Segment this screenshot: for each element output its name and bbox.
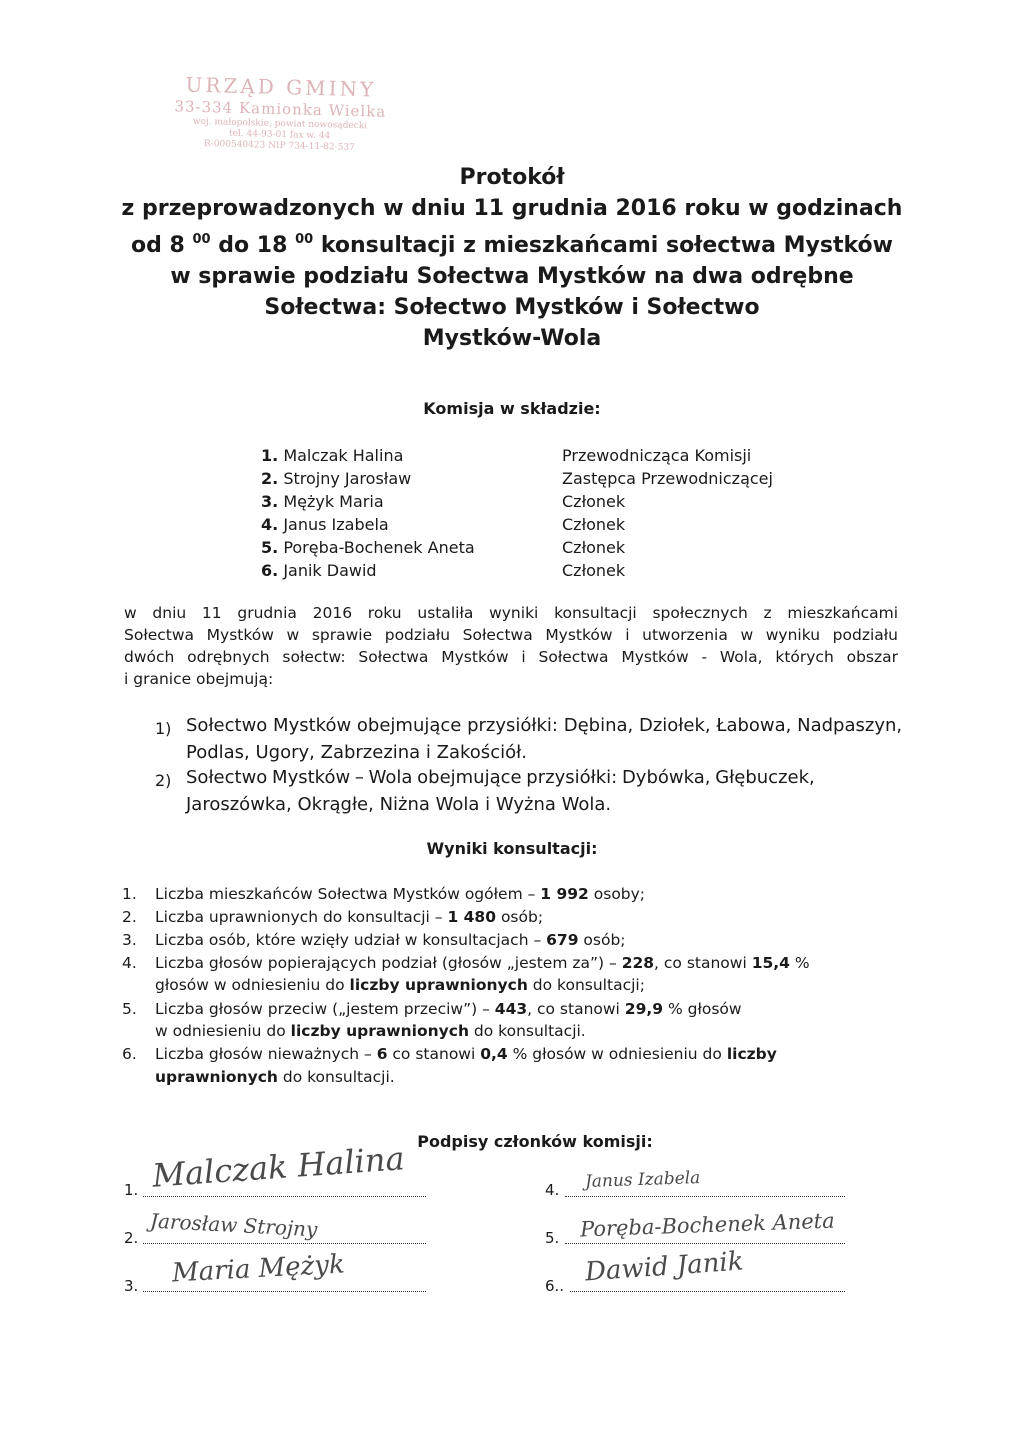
member-name: 4. Janus Izabela bbox=[261, 515, 389, 534]
header-line: od 8 $^{00}$ do 18 $^{00}$ konsultacji z mieszkańcami sołectwa Mystków bbox=[131, 232, 893, 258]
list-number: 5. bbox=[122, 1000, 137, 1018]
signature: Dawid Janik bbox=[584, 1246, 745, 1288]
member-name: 5. Poręba-Bochenek Aneta bbox=[261, 538, 475, 557]
list-number: 1) bbox=[155, 719, 172, 738]
area-line: Sołectwo Mystków – Wola obejmujące przysiółki: Dybówka, Głębuczek, bbox=[186, 767, 815, 788]
member-name: 1. Malczak Halina bbox=[261, 446, 404, 465]
document-title: Protokół bbox=[459, 165, 565, 190]
signature-line bbox=[143, 1291, 426, 1292]
member-name: 2. Strojny Jarosław bbox=[261, 469, 412, 488]
signature-line bbox=[143, 1243, 426, 1244]
member-role: Zastępca Przewodniczącej bbox=[562, 469, 773, 488]
document-header bbox=[100, 163, 924, 354]
office-stamp bbox=[154, 72, 406, 174]
signature-number: 6.. bbox=[545, 1277, 565, 1295]
signature-line bbox=[565, 1196, 845, 1197]
area-line: Sołectwo Mystków obejmujące przysiółki: Dębina, Dziołek, Łabowa, Nadpaszyn, bbox=[186, 715, 903, 736]
result-line: Liczba uprawnionych do konsultacji – 1 480 osób; bbox=[155, 908, 544, 926]
stamp-line: 33-334 Kamionka Wielka bbox=[174, 97, 387, 121]
member-role: Członek bbox=[562, 561, 626, 580]
result-line: w odniesieniu do liczby uprawnionych do konsultacji. bbox=[155, 1022, 586, 1040]
result-line: głosów w odniesieniu do liczby uprawnionych do konsultacji; bbox=[155, 976, 645, 994]
list-number: 1. bbox=[122, 885, 137, 903]
paragraph-line: w dniu 11 grudnia 2016 roku ustaliła wyniki konsultacji społecznych z mieszkańcami bbox=[124, 604, 898, 622]
header-line: Mystków-Wola bbox=[422, 326, 602, 351]
member-role: Przewodnicząca Komisji bbox=[562, 446, 752, 465]
signature-line bbox=[570, 1291, 845, 1292]
signature-number: 4. bbox=[545, 1181, 560, 1199]
paragraph-line: dwóch odrębnych sołectw: Sołectwa Mystków i Sołectwa Mystków - Wola, których obszar bbox=[124, 648, 898, 666]
intro-paragraph bbox=[124, 602, 898, 690]
list-number: 4. bbox=[122, 954, 137, 972]
member-name: 3. Mężyk Maria bbox=[261, 492, 384, 511]
results-heading: Wyniki konsultacji: bbox=[426, 839, 598, 858]
result-line: uprawnionych do konsultacji. bbox=[155, 1068, 395, 1086]
list-number: 2) bbox=[155, 771, 172, 790]
signature: Malczak Halina bbox=[150, 1139, 406, 1195]
signature-line bbox=[143, 1196, 426, 1197]
list-number: 3. bbox=[122, 931, 137, 949]
stamp-line: R-000540423 NIP 734-11-82-537 bbox=[203, 139, 355, 153]
signature: Jarosław Strojny bbox=[149, 1208, 318, 1242]
member-role: Członek bbox=[562, 538, 626, 557]
signature-number: 1. bbox=[124, 1181, 139, 1199]
signature-line bbox=[565, 1243, 845, 1244]
list-number: 6. bbox=[122, 1045, 137, 1063]
member-name: 6. Janik Dawid bbox=[261, 561, 377, 580]
area-line: Jaroszówka, Okrągłe, Niżna Wola i Wyżna Wola. bbox=[186, 794, 612, 815]
stamp-line: woj. małopolskie, powiat nowosądecki bbox=[192, 116, 368, 132]
list-number: 2. bbox=[122, 908, 137, 926]
signature: Poręba-Bochenek Aneta bbox=[579, 1208, 836, 1242]
member-role: Członek bbox=[562, 492, 626, 511]
signature: Maria Mężyk bbox=[171, 1249, 346, 1289]
header-line: Sołectwa: Sołectwo Mystków i Sołectwo bbox=[264, 295, 760, 320]
signatures-heading: Podpisy członków komisji: bbox=[417, 1132, 653, 1151]
area-line: Podlas, Ugory, Zabrzezina i Zakościół. bbox=[186, 742, 527, 763]
signature-number: 5. bbox=[545, 1229, 560, 1247]
result-line: Liczba głosów nieważnych – 6 co stanowi 0,4 % głosów w odniesieniu do liczby bbox=[155, 1045, 777, 1063]
header-line: z przeprowadzonych w dniu 11 grudnia 2016 roku w godzinach bbox=[121, 196, 903, 221]
stamp-line: URZĄD GMINY bbox=[185, 72, 377, 102]
result-line: Liczba głosów przeciw („jestem przeciw”) – 443, co stanowi 29,9 % głosów bbox=[155, 1000, 742, 1018]
stamp-line: tel. 44-93-01 fax w. 44 bbox=[228, 128, 331, 142]
header-line: w sprawie podziału Sołectwa Mystków na dwa odrębne bbox=[170, 264, 854, 289]
paragraph-line: Sołectwa Mystków w sprawie podziału Sołectwa Mystków i utworzenia w wyniku podziału bbox=[124, 626, 898, 644]
member-role: Członek bbox=[562, 515, 626, 534]
paragraph-line: i granice obejmują: bbox=[124, 670, 274, 688]
signature-number: 3. bbox=[124, 1277, 139, 1295]
result-line: Liczba głosów popierających podział (głosów „jestem za”) – 228, co stanowi 15,4 % bbox=[155, 954, 810, 972]
result-line: Liczba mieszkańców Sołectwa Mystków ogółem – 1 992 osoby; bbox=[155, 885, 646, 903]
signature-number: 2. bbox=[124, 1229, 139, 1247]
commission-heading: Komisja w składzie: bbox=[423, 399, 601, 418]
result-line: Liczba osób, które wzięły udział w konsultacjach – 679 osób; bbox=[155, 931, 626, 949]
signature: Janus Izabela bbox=[584, 1167, 701, 1193]
